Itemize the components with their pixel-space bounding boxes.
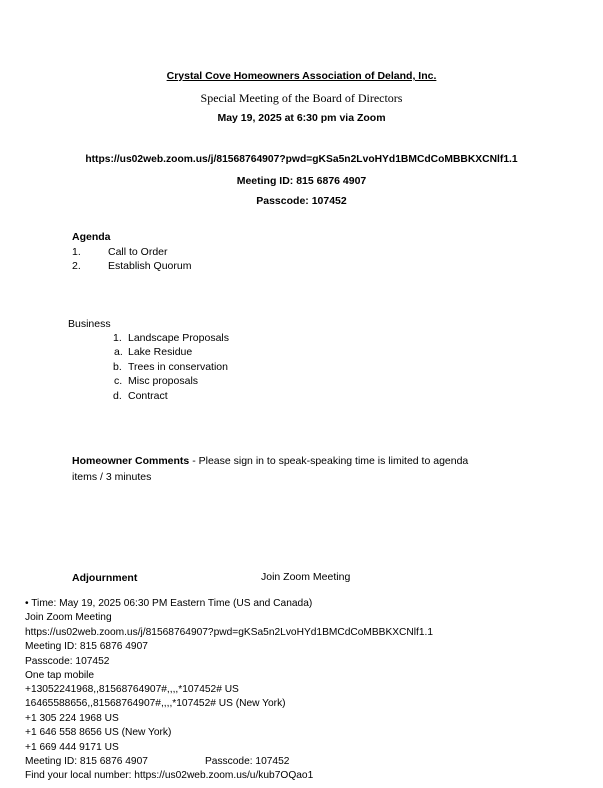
list-number: 2. [72,260,81,272]
business-item-contract: Contract [128,390,168,402]
list-marker: b. [113,361,122,373]
zoom-meeting-id: Meeting ID: 815 6876 4907 [25,641,148,652]
agenda-item-call-to-order: Call to Order [108,246,168,258]
zoom-time: • Time: May 19, 2025 06:30 PM Eastern Time (US and Canada) [25,598,313,609]
list-marker: 1. [113,332,122,344]
adjournment-heading: Adjournment [72,572,138,584]
dial-in-number: +1 669 444 9171 US [25,742,119,753]
business-item-lake-residue: Lake Residue [128,346,193,358]
business-item-misc: Misc proposals [128,375,199,387]
comments-text-continued: items / 3 minutes [72,471,152,483]
local-number-link[interactable]: Find your local number: https://us02web.zoom.us/u/kub7OQao1 [25,770,314,781]
organization-name: Crystal Cove Homeowners Association of Deland, Inc. [166,70,437,82]
list-marker: d. [113,390,122,402]
business-heading: Business [68,318,111,330]
meeting-date: May 19, 2025 at 6:30 pm via Zoom [217,112,386,124]
zoom-link[interactable]: https://us02web.zoom.us/j/81568764907?pwd=gKSa5n2LvoHYd1BMCdCoMBBKXCNlf1.1 [85,154,518,165]
comments-heading: Homeowner Comments [72,455,190,467]
business-item-trees: Trees in conservation [128,361,228,373]
meeting-type: Special Meeting of the Board of Directors [200,91,403,105]
list-number: 1. [72,246,81,258]
agenda-heading: Agenda [72,231,111,243]
zoom-url[interactable]: https://us02web.zoom.us/j/81568764907?pwd=gKSa5n2LvoHYd1BMCdCoMBBKXCNlf1.1 [25,627,434,638]
organization-title [0,70,603,82]
zoom-passcode: Passcode: 107452 [25,656,110,667]
final-meeting-id: Meeting ID: 815 6876 4907 [25,756,148,767]
one-tap-number[interactable]: 16465588656,,81568764907#,,,,*107452# US (New York) [25,698,286,709]
final-passcode: Passcode: 107452 [205,756,290,767]
one-tap-heading: One tap mobile [25,670,95,681]
business-item-landscape: Landscape Proposals [128,332,229,344]
dial-in-number: +1 305 224 1968 US [25,713,119,724]
list-item [72,260,81,272]
one-tap-number[interactable]: +13052241968,,81568764907#,,,,*107452# US [25,684,239,695]
homeowner-comments [72,455,468,467]
meeting-id: Meeting ID: 815 6876 4907 [236,175,367,187]
list-item [72,246,81,258]
list-marker: a. [114,346,123,358]
zoom-join-line: Join Zoom Meeting [25,612,112,623]
comments-text: - Please sign in to speak-speaking time is limited to agenda [189,455,469,467]
agenda-item-establish-quorum: Establish Quorum [108,260,192,272]
join-zoom-label: Join Zoom Meeting [261,571,351,583]
dial-in-number: +1 646 558 8656 US (New York) [25,727,172,738]
passcode: Passcode: 107452 [256,195,347,207]
list-marker: c. [114,375,123,387]
